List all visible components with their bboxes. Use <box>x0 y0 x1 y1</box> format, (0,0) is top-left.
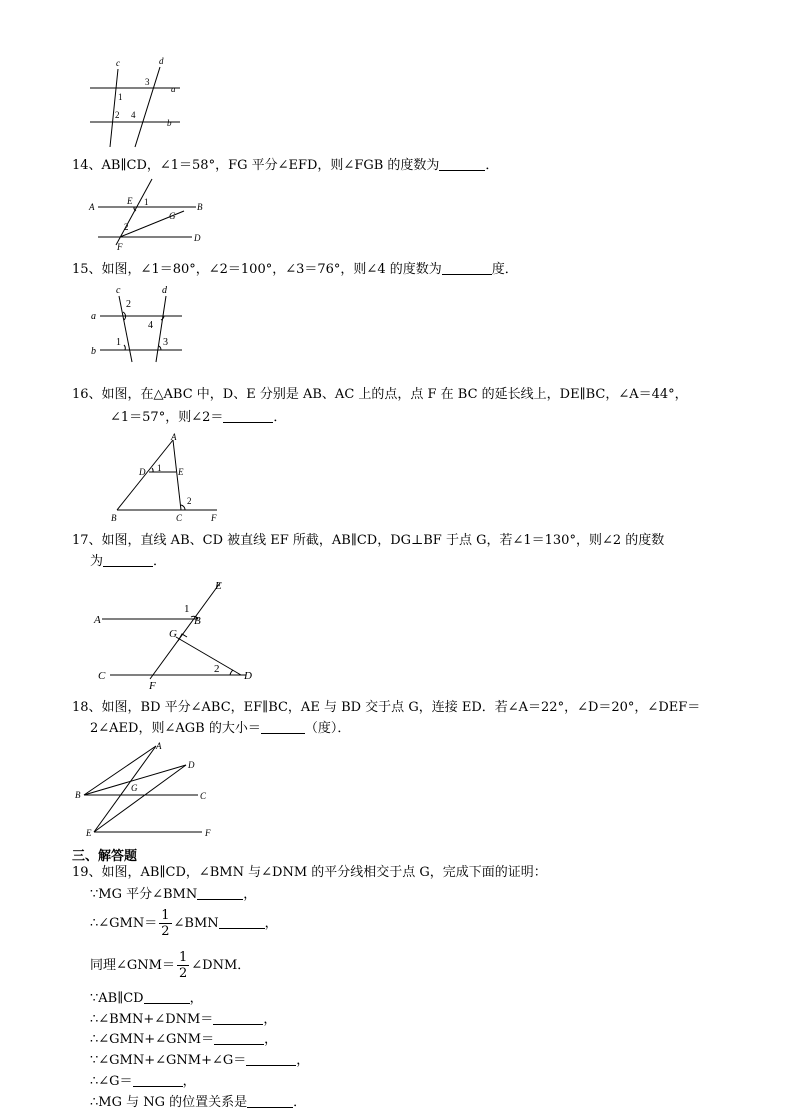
answer-blank[interactable] <box>223 409 273 423</box>
angle-1: 1 <box>157 463 162 473</box>
section-heading: 三、解答题 <box>72 849 138 864</box>
label-F: F <box>149 680 156 692</box>
question-text: 如图，直线 AB、CD 被直线 EF 所截，AB∥CD，DG⊥BF 于点 G，若∠1＝130°，则∠2 的度数 <box>101 533 665 548</box>
label-b: b <box>91 346 96 357</box>
answer-blank[interactable] <box>439 157 485 171</box>
angle-2: 2 <box>115 110 120 120</box>
label-b: b <box>167 118 172 128</box>
question-text: 如图，∠1＝80°，∠2＝100°，∠3＝76°，则∠4 的度数为 <box>101 262 442 277</box>
proof-step-3: 同理∠GNM＝ $\frac{1}{2}$ ∠DNM． <box>90 950 251 981</box>
question-number: 14、 <box>72 158 102 173</box>
label-A: A <box>156 741 162 751</box>
question-number: 17、 <box>72 533 102 548</box>
figure-15 <box>86 282 196 364</box>
label-d: d <box>159 56 164 66</box>
label-C: C <box>98 670 106 682</box>
question-number: 18、 <box>72 700 102 715</box>
label-B: B <box>75 790 81 800</box>
angle-4: 4 <box>148 320 153 331</box>
proof-step-6: ∴∠GMN+∠GNM＝ ， <box>90 1032 278 1047</box>
question-14: 14、AB∥CD，∠1＝58°，FG 平分∠EFD，则∠FGB 的度数为 ． <box>72 158 499 173</box>
answer-blank[interactable] <box>133 1073 183 1087</box>
label-d: d <box>162 285 167 296</box>
proof-step-1: ∵MG 平分∠BMN ， <box>90 887 257 902</box>
label-E: E <box>86 828 92 838</box>
fraction-one-half: $\frac{1}{2}$ <box>161 908 170 939</box>
label-c: c <box>116 285 121 296</box>
question-17-line1 <box>72 532 664 550</box>
question-text: 如图，BD 平分∠ABC，EF∥BC，AE 与 BD 交于点 G，连接 ED．若∠A＝22°，∠D＝20°，∠DEF＝ <box>101 700 701 715</box>
label-C: C <box>176 513 183 523</box>
angle-3: 3 <box>163 337 168 348</box>
answer-blank[interactable] <box>144 990 190 1004</box>
angle-1: 1 <box>144 197 149 207</box>
label-F: F <box>205 828 211 838</box>
label-G: G <box>169 211 176 221</box>
label-A: A <box>171 432 177 442</box>
proof-step-4: ∵AB∥CD ， <box>90 991 203 1006</box>
label-D: D <box>139 467 146 477</box>
label-E: E <box>127 196 133 206</box>
question-number: 16、 <box>72 387 102 402</box>
question-15: 15、如图，∠1＝80°，∠2＝100°，∠3＝76°，则∠4 的度数为 度． <box>72 262 518 277</box>
figure-16 <box>105 430 230 525</box>
figure-18 <box>70 740 225 840</box>
question-16-line2: ∠1＝57°，则∠2＝ ． <box>110 410 287 425</box>
answer-blank[interactable] <box>246 1052 296 1066</box>
label-A: A <box>89 202 95 212</box>
label-F: F <box>117 242 123 252</box>
answer-blank[interactable] <box>442 261 492 275</box>
proof-step-2: ∴∠GMN＝ $\frac{1}{2}$ ∠BMN ， <box>90 908 278 939</box>
proof-step-8: ∴∠G＝ ， <box>90 1074 196 1089</box>
answer-blank[interactable] <box>261 720 305 734</box>
label-D: D <box>194 233 201 243</box>
label-B: B <box>194 615 201 627</box>
answer-blank[interactable] <box>214 1031 264 1045</box>
question-16-line1 <box>72 386 688 404</box>
question-text: AB∥CD，∠1＝58°，FG 平分∠EFD，则∠FGB 的度数为 <box>101 158 440 173</box>
label-G: G <box>131 783 138 793</box>
label-G: G <box>169 628 177 640</box>
label-c: c <box>116 58 120 68</box>
figure-parallel-lines-13 <box>80 55 190 150</box>
question-18-line1 <box>72 699 700 717</box>
angle-1: 1 <box>184 603 190 615</box>
proof-step-7: ∵∠GMN+∠GNM+∠G＝ ， <box>90 1053 310 1068</box>
answer-blank[interactable] <box>213 1011 263 1025</box>
label-D: D <box>188 760 195 770</box>
answer-blank[interactable] <box>103 553 153 567</box>
figure-14 <box>86 175 216 255</box>
answer-blank[interactable] <box>219 915 265 929</box>
angle-1: 1 <box>118 92 123 102</box>
angle-4: 4 <box>131 110 136 120</box>
angle-2: 2 <box>187 496 192 506</box>
label-A: A <box>94 614 101 626</box>
question-17-line2: 为 ． <box>90 554 167 569</box>
label-C: C <box>200 791 207 801</box>
angle-2: 2 <box>126 299 131 310</box>
question-18-line2: 2∠AED，则∠AGB 的大小＝ （度）． <box>90 721 351 736</box>
label-D: D <box>244 670 252 682</box>
label-B: B <box>197 202 203 212</box>
question-number: 15、 <box>72 262 102 277</box>
label-F: F <box>211 513 217 523</box>
question-19 <box>72 864 547 882</box>
fraction-one-half: $\frac{1}{2}$ <box>178 950 188 981</box>
proof-step-9: ∴MG 与 NG 的位置关系是 ． <box>90 1095 307 1110</box>
label-a: a <box>171 84 176 94</box>
angle-3: 3 <box>145 77 150 87</box>
figure-17 <box>88 577 263 692</box>
angle-2: 2 <box>124 222 129 232</box>
answer-blank[interactable] <box>197 886 243 900</box>
label-E: E <box>178 467 184 477</box>
answer-blank[interactable] <box>247 1094 293 1108</box>
label-B: B <box>111 513 117 523</box>
question-text: 如图，在△ABC 中，D、E 分别是 AB、AC 上的点，点 F 在 BC 的延长线上，DE∥BC，∠A＝44°， <box>101 387 688 402</box>
angle-2: 2 <box>214 663 220 675</box>
angle-1: 1 <box>116 337 121 348</box>
label-a: a <box>91 311 96 322</box>
question-number: 19、 <box>72 865 102 880</box>
label-E: E <box>215 580 222 592</box>
proof-step-5: ∴∠BMN+∠DNM＝ ， <box>90 1012 277 1027</box>
question-text: 如图，AB∥CD，∠BMN 与∠DNM 的平分线相交于点 G，完成下面的证明： <box>101 865 547 880</box>
